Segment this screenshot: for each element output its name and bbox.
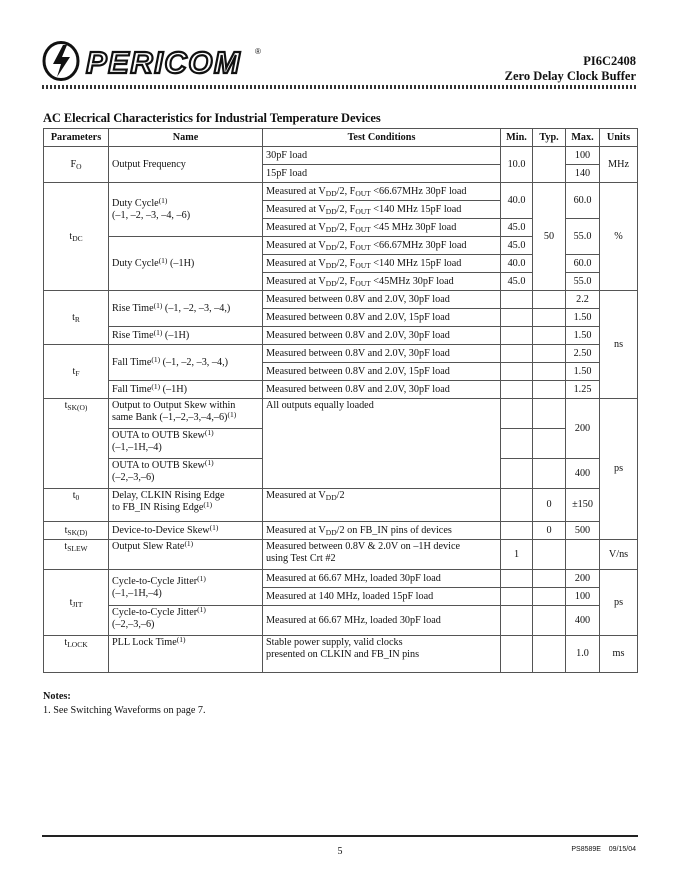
pericom-logo xyxy=(42,40,272,82)
value-max: 400 xyxy=(566,459,600,489)
cond-duty-6: Measured at $V_{DD}/2$, $F_{OUT} <45MHz$ 30pF load xyxy=(263,273,501,291)
cond-between-30pf: Measured between 0.8V and 2.0V, 30pF load xyxy=(263,291,501,309)
value-max: 1.50 xyxy=(566,327,600,345)
cond-between-15pf: Measured between 0.8V and 2.0V, 15pF load xyxy=(263,309,501,327)
table-row xyxy=(44,327,638,345)
value-max: 1.50 xyxy=(566,363,600,381)
col-header-min: Min. xyxy=(501,129,533,147)
value-max: 400 xyxy=(566,606,600,636)
table-row xyxy=(44,570,638,588)
table-row xyxy=(44,489,638,522)
part-number: PI6C2408 xyxy=(583,54,636,68)
document-header xyxy=(505,54,636,83)
value-max: 60.0 xyxy=(566,255,600,273)
col-header-parameters: Parameters xyxy=(44,129,109,147)
value-typ: 50 xyxy=(533,183,566,291)
value-max: 2.2 xyxy=(566,291,600,309)
cond-duty-5: Measured at $V_{DD}/2$, $F_{OUT} <140$ MHz 15pF load xyxy=(263,255,501,273)
param-tskd: $t_{SK(D)}$ xyxy=(44,522,109,540)
cond-duty-2: Measured at $V_{DD}/2$, $F_{OUT} <140$ MHz 15pF load xyxy=(263,201,501,219)
col-header-test-conditions: Test Conditions xyxy=(263,129,501,147)
value-max: 500 xyxy=(566,522,600,540)
col-header-typ: Typ. xyxy=(533,129,566,147)
name-output-frequency: Output Frequency xyxy=(109,147,263,183)
table-row xyxy=(44,183,638,201)
param-tslew: $t_{SLEW}$ xyxy=(44,540,109,570)
cond-30pf-load: 30pF load xyxy=(263,147,501,165)
value-unit: ns xyxy=(600,291,638,399)
name-jitter-2: Cycle-to-Cycle Jitter$^{(1)}$ (–2,–3,–6) xyxy=(109,606,263,636)
value-min: 1 xyxy=(501,540,533,570)
value-min: 40.0 xyxy=(501,255,533,273)
cond-lock: Stable power supply, valid clocks presented on CLKIN and FB_IN pins xyxy=(263,636,501,673)
value-unit: MHz xyxy=(600,147,638,183)
table-row xyxy=(44,291,638,309)
cond-fbin-pins: Measured at $V_{DD}/2$ on FB_IN pins of devices xyxy=(263,522,501,540)
col-header-units: Units xyxy=(600,129,638,147)
name-rise-time-1h: Rise Time$^{(1)}$ (–1H) xyxy=(109,327,263,345)
value-max: ±150 xyxy=(566,489,600,522)
param-tjit: $t_{JIT}$ xyxy=(44,570,109,636)
value-unit: V/ns xyxy=(600,540,638,570)
cond-between-30pf: Measured between 0.8V and 2.0V, 30pF load xyxy=(263,327,501,345)
value-typ xyxy=(533,291,566,309)
param-tsko: $t_{SK(O)}$ xyxy=(44,399,109,489)
value-max: 60.0 xyxy=(566,183,600,219)
note-item: 1. See Switching Waveforms on page 7. xyxy=(43,705,206,716)
table-row xyxy=(44,345,638,363)
value-unit: ps xyxy=(600,399,638,540)
value-typ: 0 xyxy=(533,522,566,540)
cond-jit-66: Measured at 66.67 MHz, loaded 30pF load xyxy=(263,606,501,636)
cond-15pf-load: 15pF load xyxy=(263,165,501,183)
value-max: 2.50 xyxy=(566,345,600,363)
col-header-name: Name xyxy=(109,129,263,147)
value-max: 200 xyxy=(566,399,600,459)
ac-characteristics-table xyxy=(43,128,638,673)
table-row xyxy=(44,636,638,673)
value-max: 1.50 xyxy=(566,309,600,327)
name-slew-rate: Output Slew Rate$^{(1)}$ xyxy=(109,540,263,570)
value-max: 140 xyxy=(566,165,600,183)
cond-duty-1: Measured at $V_{DD}/2$, $F_{OUT} <66.67MHz$ 30pF load xyxy=(263,183,501,201)
value-unit: % xyxy=(600,183,638,291)
value-unit: ps xyxy=(600,570,638,636)
value-min: 40.0 xyxy=(501,183,533,219)
table-row xyxy=(44,147,638,165)
cond-all-outputs: All outputs equally loaded xyxy=(263,399,501,489)
value-max: 200 xyxy=(566,570,600,588)
footer-rule xyxy=(42,835,638,837)
name-output-skew: Output to Output Skew within same Bank $(-1,-2,-3,-4,-6)^{(1)}$ xyxy=(109,399,263,429)
table-header-row xyxy=(44,129,638,147)
name-fall-time-1h: Fall Time$^{(1)}$ (–1H) xyxy=(109,381,263,399)
col-header-max: Max. xyxy=(566,129,600,147)
cond-jit-66: Measured at 66.67 MHz, loaded 30pF load xyxy=(263,570,501,588)
value-max: 100 xyxy=(566,588,600,606)
name-pll-lock: PLL Lock Time$^{(1)}$ xyxy=(109,636,263,673)
table-row xyxy=(44,606,638,636)
value-max: 1.0 xyxy=(566,636,600,673)
cond-between-15pf: Measured between 0.8V and 2.0V, 15pF load xyxy=(263,363,501,381)
cond-jit-140: Measured at 140 MHz, loaded 15pF load xyxy=(263,588,501,606)
value-max: 55.0 xyxy=(566,219,600,255)
table-row xyxy=(44,381,638,399)
name-outa-outb-skew-2: OUTA to OUTB Skew$^{(1)}$ (–2,–3,–6) xyxy=(109,459,263,489)
table-row xyxy=(44,399,638,429)
value-unit: ms xyxy=(600,636,638,673)
name-device-skew: Device-to-Device Skew$^{(1)}$ xyxy=(109,522,263,540)
value-min xyxy=(501,291,533,309)
cond-measured-vdd: Measured at $V_{DD}/2$ xyxy=(263,489,501,522)
cond-duty-4: Measured at $V_{DD}/2$, $F_{OUT} <66.67MHz$ 30pF load xyxy=(263,237,501,255)
value-typ: 0 xyxy=(533,489,566,522)
param-fo: $F_O$ xyxy=(44,147,109,183)
param-tdc: $t_{DC}$ xyxy=(44,183,109,291)
cond-between-30pf: Measured between 0.8V and 2.0V, 30pF load xyxy=(263,345,501,363)
cond-slew: Measured between 0.8V & 2.0V on –1H device using Test Crt #2 xyxy=(263,540,501,570)
value-min: 45.0 xyxy=(501,273,533,291)
value-typ xyxy=(533,147,566,183)
name-delay: Delay, CLKIN Rising Edge to FB_IN Rising Edge$^{(1)}$ xyxy=(109,489,263,522)
value-max: 1.25 xyxy=(566,381,600,399)
product-name: Zero Delay Clock Buffer xyxy=(504,68,636,83)
name-duty-cycle: Duty Cycle$^{(1)}$ (–1, –2, –3, –4, –6) xyxy=(109,183,263,237)
value-max: 55.0 xyxy=(566,273,600,291)
notes-section xyxy=(43,690,206,718)
name-fall-time: Fall Time$^{(1)}$ (–1, –2, –3, –4,) xyxy=(109,345,263,381)
logo-wordmark: PERICOM xyxy=(86,45,242,80)
param-t0: $t_0$ xyxy=(44,489,109,522)
name-jitter-1: Cycle-to-Cycle Jitter$^{(1)}$ (–1,–1H,–4) xyxy=(109,570,263,606)
section-title: AC Elecrical Characteristics for Industrial Temperature Devices xyxy=(43,111,381,125)
param-tf: $t_F$ xyxy=(44,345,109,399)
value-min: 45.0 xyxy=(501,219,533,237)
table-row xyxy=(44,522,638,540)
notes-title: Notes: xyxy=(43,691,71,702)
value-max: 100 xyxy=(566,147,600,165)
cond-between-30pf: Measured between 0.8V and 2.0V, 30pF load xyxy=(263,381,501,399)
svg-text:®: ® xyxy=(255,47,261,56)
header-dotted-rule xyxy=(42,85,638,89)
value-min: 10.0 xyxy=(501,147,533,183)
name-rise-time: Rise Time$^{(1)}$ (–1, –2, –3, –4,) xyxy=(109,291,263,327)
param-tlock: $t_{LOCK}$ xyxy=(44,636,109,673)
value-min: 45.0 xyxy=(501,237,533,255)
document-number: PS8589E 09/15/04 xyxy=(571,846,636,853)
param-tr: $t_R$ xyxy=(44,291,109,345)
page-number: 5 xyxy=(337,846,343,857)
name-outa-outb-skew-1: OUTA to OUTB Skew$^{(1)}$ (–1,–1H,–4) xyxy=(109,429,263,459)
name-duty-cycle-1h: Duty Cycle$^{(1)}$ (–1H) xyxy=(109,237,263,291)
cond-duty-3: Measured at $V_{DD}/2$, $F_{OUT} <45$ MHz 30pF load xyxy=(263,219,501,237)
table-row xyxy=(44,540,638,570)
